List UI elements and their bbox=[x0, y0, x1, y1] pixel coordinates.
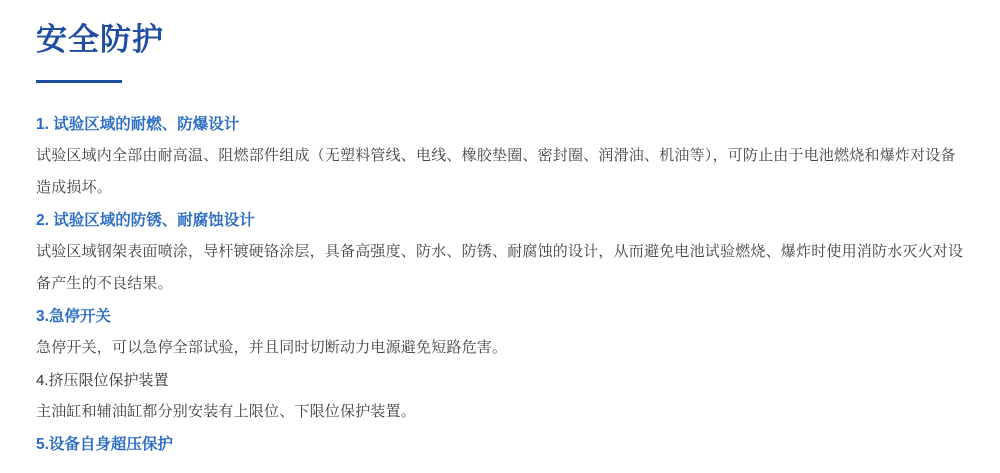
section-4 bbox=[36, 366, 964, 428]
section-1 bbox=[36, 109, 964, 203]
section-4-heading: 4.挤压限位保护装置 bbox=[36, 371, 169, 389]
section-3-body: 急停开关，可以急停全部试验，并且同时切断动力电源避免短路危害。 bbox=[36, 339, 508, 357]
section-2-heading: 2. 试验区域的防锈、耐腐蚀设计 bbox=[36, 212, 255, 230]
title-underline-rule bbox=[36, 80, 122, 83]
section-5 bbox=[36, 429, 964, 460]
section-2 bbox=[36, 205, 964, 299]
page-title: 安全防护 bbox=[36, 22, 164, 57]
section-5-heading: 5.设备自身超压保护 bbox=[36, 436, 173, 454]
section-2-body: 试验区域钢架表面喷涂，导杆镀硬铬涂层，具备高强度、防水、防锈、耐腐蚀的设计，从而避免电池试验燃烧、爆炸时使用消防水灭火对设备产生的不良结果。 bbox=[36, 243, 964, 292]
section-3 bbox=[36, 301, 964, 364]
section-4-body: 主油缸和辅油缸都分别安装有上限位、下限位保护装置。 bbox=[36, 402, 417, 420]
section-1-heading: 1. 试验区域的耐燃、防爆设计 bbox=[36, 116, 240, 134]
section-3-heading: 3.急停开关 bbox=[36, 308, 111, 326]
section-1-body: 试验区域内全部由耐高温、阻燃部件组成（无塑料管线、电线、橡胶垫圈、密封圈、润滑油、机油等），可防止由于电池燃烧和爆炸对设备造成损坏。 bbox=[36, 147, 956, 196]
